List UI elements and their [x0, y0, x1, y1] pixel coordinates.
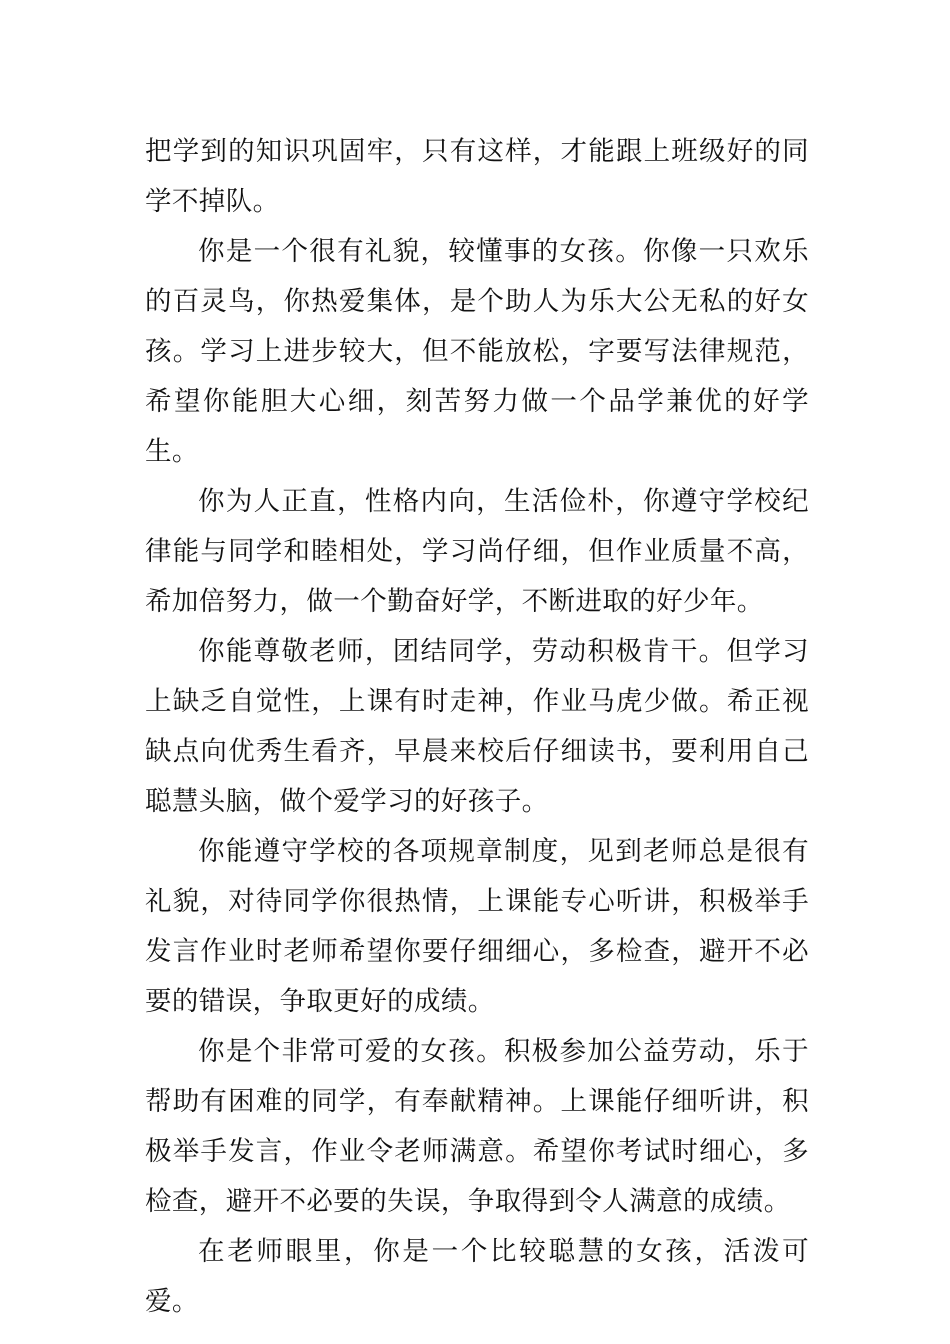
paragraph-continued: 把学到的知识巩固牢，只有这样，才能跟上班级好的同学不掉队。	[145, 136, 809, 217]
paragraph-comment-1: 你是一个很有礼貌，较懂事的女孩。你像一只欢乐的百灵鸟，你热爱集体，是个助人为乐大公无私的好女孩。学习上进步较大，但不能放松，字要写法律规范，希望你能胆大心细，刻苦努力做一个品学兼优的好学生。	[145, 236, 809, 467]
paragraph-comment-5: 你是个非常可爱的女孩。积极参加公益劳动，乐于帮助有困难的同学，有奉献精神。上课能仔细听讲，积极举手发言，作业令老师满意。希望你考试时细心，多检查，避开不必要的失误，争取得到令人满意的成绩。	[145, 1036, 809, 1217]
paragraph-comment-4: 你能遵守学校的各项规章制度，见到老师总是很有礼貌，对待同学你很热情，上课能专心听讲，积极举手发言作业时老师希望你要仔细细心，多检查，避开不必要的错误，争取更好的成绩。	[145, 836, 809, 1017]
paragraph-comment-3: 你能尊敬老师，团结同学，劳动积极肯干。但学习上缺乏自觉性，上课有时走神，作业马虎少做。希正视缺点向优秀生看齐，早晨来校后仔细读书，要利用自己聪慧头脑，做个爱学习的好孩子。	[145, 636, 809, 817]
paragraph-comment-2: 你为人正直，性格内向，生活俭朴，你遵守学校纪律能与同学和睦相处，学习尚仔细，但作业质量不高，希加倍努力，做一个勤奋好学，不断进取的好少年。	[145, 486, 809, 617]
document-body	[145, 127, 809, 1327]
paragraph-comment-6: 在老师眼里，你是一个比较聪慧的女孩，活泼可爱。	[145, 1236, 809, 1317]
